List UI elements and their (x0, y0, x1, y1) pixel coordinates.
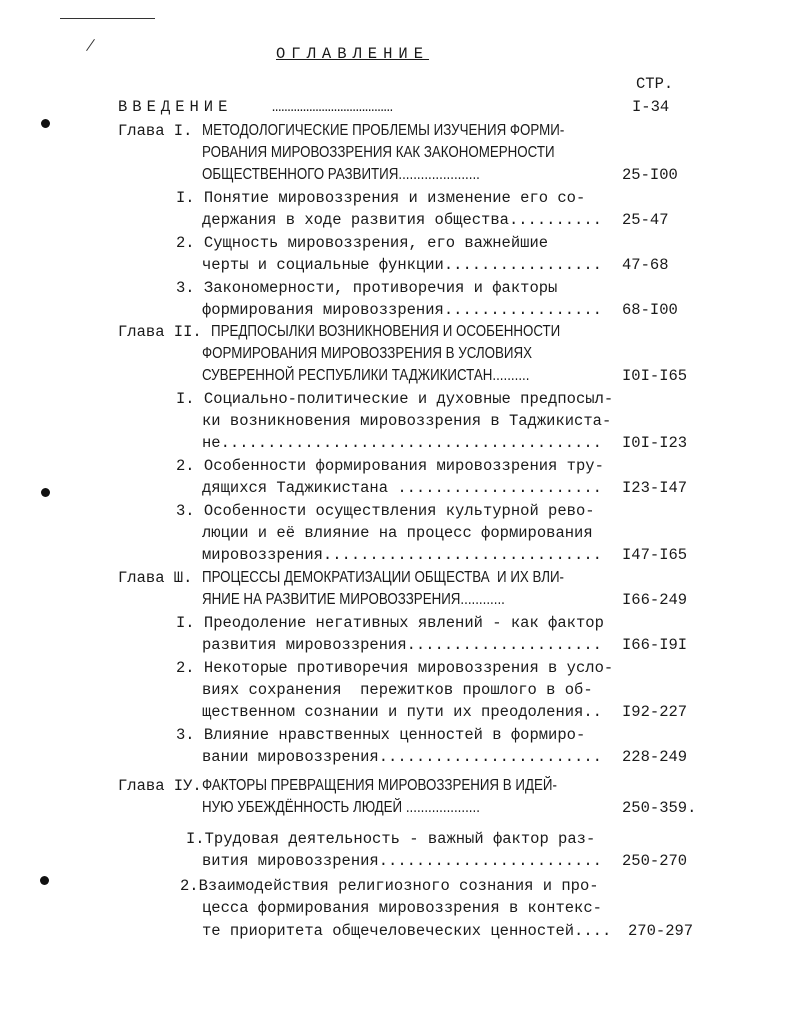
toc-line (118, 568, 623, 588)
toc-text: щественном сознании и пути их преодоления.. (202, 703, 602, 721)
toc-line (202, 798, 525, 818)
toc-line (202, 300, 602, 320)
page-number: I0I-I23 (622, 434, 688, 452)
page-number: I66-249 (622, 591, 688, 609)
toc-line (202, 921, 611, 941)
toc-text: цесса формирования мировоззрения в контекс- (202, 899, 602, 917)
toc-line (202, 747, 602, 767)
toc-text: 3. Закономерности, противоречия и факторы (176, 279, 558, 297)
toc-line (176, 501, 595, 521)
toc-line (202, 523, 593, 543)
toc-text: не......................................... (202, 434, 602, 452)
toc-text: вании мировоззрения........................ (202, 748, 602, 766)
toc-line (202, 366, 583, 386)
toc-line (180, 876, 599, 896)
toc-line (202, 210, 602, 230)
toc-text: ФОРМИРОВАНИЯ МИРОВОЗЗРЕНИЯ В УСЛОВИЯХ (202, 345, 533, 362)
toc-text: 2. Особенности формирования мировоззрения тру- (176, 457, 604, 475)
toc-line (118, 121, 623, 141)
pencil-mark (86, 39, 95, 51)
chapter-title: ПРОЦЕССЫ ДЕМОКРАТИЗАЦИИ ОБЩЕСТВА И ИХ ВЛИ- (201, 569, 564, 586)
toc-line (202, 143, 612, 163)
binder-hole-dot (41, 119, 50, 128)
chapter-title: МЕТОДОЛОГИЧЕСКИЕ ПРОБЛЕМЫ ИЗУЧЕНИЯ ФОРМИ- (201, 122, 565, 139)
toc-line (202, 702, 602, 722)
toc-line (202, 898, 602, 918)
toc-text: ки возникновения мировоззрения в Таджикиста- (202, 412, 612, 430)
chapter-label: Глава I. (118, 122, 202, 140)
toc-text: 2. Некоторые противоречия мировоззрения в усло- (176, 659, 614, 677)
toc-line (202, 411, 611, 431)
toc-text: ЯНИЕ НА РАЗВИТИЕ МИРОВОЗЗРЕНИЯ............ (202, 591, 505, 608)
toc-text: РОВАНИЯ МИРОВОЗЗРЕНИЯ КАК ЗАКОНОМЕРНОСТИ (202, 144, 555, 161)
toc-text: те приоритета общечеловеческих ценностей.... (202, 922, 612, 940)
page-number: I47-I65 (622, 546, 688, 564)
toc-line (118, 322, 617, 342)
page-number: 25-47 (622, 211, 669, 229)
toc-line (202, 680, 593, 700)
page-title: ОГЛАВЛЕНИЕ (276, 45, 430, 63)
toc-line (176, 613, 604, 633)
intro-label: ВВЕДЕНИЕ (118, 98, 233, 116)
toc-line (176, 389, 613, 409)
toc-text: виях сохранения пережитков прошлого в об- (202, 681, 593, 699)
toc-line (202, 433, 602, 453)
toc-text: 2.Взаимодействия религиозного сознания и про- (180, 877, 599, 895)
page-column-header: СТР. (636, 75, 674, 93)
toc-line (176, 278, 557, 298)
toc-line (176, 658, 613, 678)
toc-line (202, 344, 586, 364)
chapter-title: ПРЕДПОСЫЛКИ ВОЗНИКНОВЕНИЯ И ОСОБЕННОСТИ (211, 323, 561, 340)
chapter-label: Глава Ш. (118, 569, 202, 587)
toc-line (202, 255, 602, 275)
toc-text: 2. Сущность мировоззрения, его важнейшие (176, 234, 549, 252)
top-rule-mark (60, 18, 155, 19)
page-number: I23-I47 (622, 479, 688, 497)
toc-text: люции и её влияние на процесс формирования (202, 524, 593, 542)
intro-pages: I-34 (632, 98, 670, 116)
toc-text: НУЮ УБЕЖДЁННОСТЬ ЛЮДЕЙ .................... (202, 799, 480, 816)
page-number: 47-68 (622, 256, 669, 274)
binder-hole-dot (40, 876, 49, 885)
toc-line (202, 851, 602, 871)
toc-text: ОБЩЕСТВЕННОГО РАЗВИТИЯ...................... (202, 166, 480, 183)
toc-text: черты и социальные функции................. (202, 256, 602, 274)
toc-line (176, 188, 585, 208)
toc-text: держания в ходе развития общества.......... (202, 211, 602, 229)
binder-hole-dot (41, 488, 50, 497)
toc-text: мировоззрения.............................. (202, 546, 602, 564)
toc-text: I. Понятие мировоззрения и изменение его со- (176, 189, 586, 207)
toc-line (202, 478, 602, 498)
chapter-label: Глава IУ. (118, 777, 202, 795)
chapter-label: Глава II. (118, 323, 212, 341)
toc-text: формирования мировоззрения................. (202, 301, 602, 319)
toc-text: дящихся Таджикистана ...................... (202, 479, 602, 497)
toc-line (176, 725, 585, 745)
toc-line (118, 776, 614, 796)
toc-line (202, 590, 554, 610)
toc-text: 3. Влияние нравственных ценностей в формиро- (176, 726, 586, 744)
chapter-title: ФАКТОРЫ ПРЕВРАЩЕНИЯ МИРОВОЗЗРЕНИЯ В ИДЕЙ- (201, 777, 557, 794)
toc-text: вития мировоззрения........................ (202, 852, 602, 870)
toc-line (202, 165, 525, 185)
page-number: I0I-I65 (622, 367, 688, 385)
page-number: I66-I9I (622, 636, 688, 654)
toc-line (202, 635, 602, 655)
toc-text: I.Трудовая деятельность - важный фактор раз- (186, 830, 596, 848)
toc-line (202, 545, 602, 565)
toc-text: развития мировоззрения..................... (202, 636, 602, 654)
toc-line (186, 829, 595, 849)
page-number: 250-270 (622, 852, 688, 870)
intro-leader: ………………………………… (272, 98, 393, 116)
toc-text: СУВЕРЕННОЙ РЕСПУБЛИКИ ТАДЖИКИСТАН.......... (202, 367, 530, 384)
page-number: 25-I00 (622, 166, 678, 184)
page-number: 250-359. (622, 799, 697, 817)
page-number: 270-297 (628, 922, 694, 940)
toc-text: I. Социально-политические и духовные предпосыл- (176, 390, 614, 408)
page-number: 228-249 (622, 748, 688, 766)
toc-line (176, 233, 548, 253)
toc-text: 3. Особенности осуществления культурной рево- (176, 502, 595, 520)
toc-line (176, 456, 604, 476)
page-number: 68-I00 (622, 301, 678, 319)
toc-text: I. Преодоление негативных явлений - как фактор (176, 614, 604, 632)
page-number: I92-227 (622, 703, 688, 721)
